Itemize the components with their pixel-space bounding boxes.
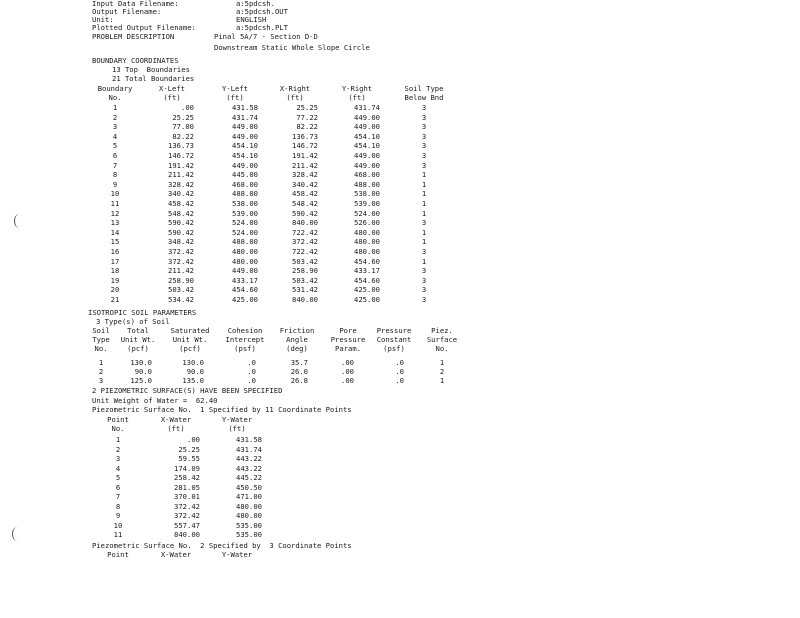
- piezo-cell: 3: [115, 454, 121, 463]
- boundary-cell: 17: [110, 256, 120, 266]
- piezo-col-header: X-Water: [160, 415, 192, 424]
- soil-col-header: (pcf): [127, 344, 149, 353]
- unit-weight-of-water: Unit Weight of Water = 62.40: [92, 396, 218, 405]
- header-value: a:5pdcsh.: [236, 0, 275, 8]
- boundary-cell: 3: [421, 103, 427, 112]
- piezo-cell: 431.74: [236, 444, 262, 454]
- boundary-cell: 454.10: [354, 131, 380, 141]
- soil-cell: 130.0: [130, 358, 152, 367]
- boundary-cell: 19: [110, 275, 120, 285]
- boundary-col-header: (ft): [226, 93, 244, 102]
- boundary-cell: 3: [421, 151, 427, 160]
- piezo-cell: 7: [115, 492, 121, 501]
- soil-cell: .0: [247, 367, 256, 376]
- soil-cell: 26.0: [290, 367, 308, 376]
- piezo-cell: 59.55: [178, 454, 200, 463]
- boundary-top-count: 13 Top Boundaries: [112, 65, 190, 74]
- soil-heading: ISOTROPIC SOIL PARAMETERS: [88, 308, 197, 317]
- piezo-cell: 840.00: [174, 530, 200, 539]
- boundary-heading: BOUNDARY COORDINATES: [92, 56, 179, 65]
- boundary-cell: 2: [112, 112, 118, 122]
- piezo-col-header: (ft): [167, 424, 185, 433]
- piezo-cell: 5: [115, 473, 121, 482]
- piezo-col-header: Y-Water: [221, 415, 253, 424]
- soil-col-header: Saturated: [170, 326, 210, 335]
- boundary-cell: 211.42: [168, 266, 194, 276]
- piezo-cell: 1: [115, 435, 121, 444]
- boundary-cell: 488.00: [232, 237, 258, 247]
- soil-col-header: Angle: [286, 335, 308, 344]
- soil-cell: 90.0: [134, 367, 152, 376]
- soil-cell: 130.0: [182, 358, 204, 367]
- boundary-cell: 480.00: [232, 247, 258, 256]
- piezo-cell: 480.00: [236, 511, 262, 520]
- soil-cell: 2: [439, 367, 445, 376]
- piezometric-surface-1: Piezometric Surface No. 1 Specified by 11 Coordinate Points: [92, 405, 352, 414]
- header-label: Plotted Output Filename:: [92, 23, 196, 32]
- piezo-cell: 258.42: [174, 473, 200, 482]
- boundary-cell: 136.73: [168, 141, 194, 151]
- piezo-cell: 535.00: [236, 530, 262, 539]
- boundary-cell: 526.00: [354, 218, 380, 228]
- boundary-cell: 348.42: [168, 237, 194, 247]
- boundary-cell: 25.25: [172, 112, 194, 122]
- boundary-cell: 503.42: [168, 285, 194, 295]
- boundary-cell: 211.42: [168, 170, 194, 180]
- piezo-col-header: (ft): [228, 424, 246, 433]
- piezo-cell: 281.05: [174, 482, 200, 492]
- boundary-cell: 1: [421, 227, 427, 237]
- boundary-cell: 211.42: [292, 160, 318, 170]
- boundary-cell: 1: [421, 189, 427, 199]
- soil-col-header: (psf): [234, 344, 256, 353]
- boundary-cell: 840.00: [292, 218, 318, 228]
- boundary-cell: 20: [110, 285, 120, 295]
- boundary-cell: 372.42: [168, 256, 194, 266]
- boundary-cell: 3: [421, 275, 427, 285]
- boundary-cell: 5: [112, 141, 118, 151]
- boundary-cell: 449.00: [232, 131, 258, 141]
- problem-description-line2: Downstream Static Whole Slope Circle: [214, 43, 370, 52]
- boundary-cell: .00: [181, 103, 194, 112]
- boundary-cell: 590.42: [168, 218, 194, 228]
- boundary-cell: 1: [421, 208, 427, 218]
- piezo-cell: 450.50: [236, 482, 262, 492]
- header-label: Input Data Filename:: [92, 0, 179, 8]
- boundary-cell: 431.74: [354, 103, 380, 112]
- boundary-cell: 548.42: [292, 199, 318, 208]
- boundary-cell: 722.42: [292, 247, 318, 256]
- piezo-col-header: Y-Water: [221, 550, 253, 559]
- piezo-cell: 25.25: [178, 444, 200, 454]
- header-label: Unit:: [92, 15, 114, 24]
- soil-col-header: Param.: [335, 344, 361, 353]
- soil-col-header: Friction: [279, 326, 315, 335]
- boundary-cell: 449.00: [354, 122, 380, 132]
- boundary-cell: 340.42: [292, 179, 318, 189]
- piezo-cell: 10: [113, 520, 123, 530]
- soil-col-header: Constant: [376, 335, 412, 344]
- boundary-col-header: X-Right: [279, 84, 311, 93]
- boundary-cell: 449.00: [232, 122, 258, 132]
- boundary-cell: 458.42: [168, 199, 194, 208]
- soil-cell: 125.0: [130, 376, 152, 385]
- soil-cell: .0: [247, 376, 256, 385]
- piezo-cell: 443.22: [236, 454, 262, 463]
- soil-cell: .0: [247, 358, 256, 367]
- soil-col-header: Intercept: [225, 335, 265, 344]
- soil-cell: 3: [98, 376, 104, 385]
- boundary-cell: 425.00: [354, 285, 380, 295]
- boundary-cell: 524.00: [232, 218, 258, 228]
- boundary-cell: 3: [421, 285, 427, 295]
- boundary-col-header: Soil Type: [404, 84, 444, 93]
- boundary-cell: 6: [112, 151, 118, 160]
- boundary-cell: 480.00: [354, 247, 380, 256]
- boundary-cell: 449.00: [354, 112, 380, 122]
- piezo-cell: .00: [187, 435, 200, 444]
- soil-cell: 1: [439, 376, 445, 385]
- piezo-cell: 535.00: [236, 520, 262, 530]
- boundary-cell: 548.42: [168, 208, 194, 218]
- piezo-cell: 4: [115, 463, 121, 473]
- soil-cell: .00: [341, 367, 354, 376]
- boundary-cell: 136.73: [292, 131, 318, 141]
- boundary-cell: 3: [421, 112, 427, 122]
- boundary-cell: 3: [421, 295, 427, 304]
- boundary-cell: 25.25: [296, 103, 318, 112]
- soil-col-header: Cohesion: [227, 326, 263, 335]
- boundary-total-count: 21 Total Boundaries: [112, 74, 195, 83]
- piezo-cell: 9: [115, 511, 121, 520]
- boundary-cell: 480.00: [232, 256, 258, 266]
- boundary-cell: 15: [110, 237, 120, 247]
- soil-col-header: (deg): [286, 344, 308, 353]
- soil-col-header: Pore: [339, 326, 357, 335]
- piezometric-specified: 2 PIEZOMETRIC SURFACE(S) HAVE BEEN SPECIFIED: [92, 386, 283, 395]
- boundary-col-header: (ft): [348, 93, 366, 102]
- boundary-cell: 8: [112, 170, 118, 180]
- boundary-cell: 840.00: [292, 295, 318, 304]
- soil-cell: 90.0: [186, 367, 204, 376]
- piezo-col-header: X-Water: [160, 550, 192, 559]
- piezo-cell: 443.22: [236, 463, 262, 473]
- header-value: Pinal 5A/7 - Section D-D: [214, 32, 318, 41]
- scan-mark: [14, 214, 25, 228]
- boundary-cell: 3: [421, 122, 427, 132]
- boundary-cell: 539.00: [232, 208, 258, 218]
- boundary-cell: 503.42: [292, 256, 318, 266]
- boundary-cell: 449.00: [232, 160, 258, 170]
- boundary-cell: 431.74: [232, 112, 258, 122]
- boundary-cell: 425.00: [232, 295, 258, 304]
- boundary-cell: 454.10: [354, 141, 380, 151]
- boundary-cell: 9: [112, 179, 118, 189]
- soil-cell: .00: [341, 376, 354, 385]
- piezo-cell: 445.22: [236, 473, 262, 482]
- boundary-cell: 11: [110, 199, 120, 208]
- soil-col-header: Unit Wt.: [120, 335, 156, 344]
- boundary-cell: 3: [421, 141, 427, 151]
- boundary-col-header: (ft): [163, 93, 181, 102]
- soil-cell: .00: [341, 358, 354, 367]
- boundary-cell: 82.22: [296, 122, 318, 132]
- boundary-cell: 7: [112, 160, 118, 170]
- boundary-col-header: Y-Left: [222, 84, 248, 93]
- header-label: PROBLEM DESCRIPTION: [92, 32, 175, 41]
- boundary-cell: 146.72: [168, 151, 194, 160]
- boundary-col-header: Boundary: [97, 84, 133, 93]
- boundary-cell: 3: [421, 266, 427, 276]
- boundary-cell: 340.42: [168, 189, 194, 199]
- boundary-cell: 449.00: [232, 266, 258, 276]
- boundary-cell: 77.22: [296, 112, 318, 122]
- boundary-cell: 258.90: [168, 275, 194, 285]
- boundary-cell: 3: [421, 247, 427, 256]
- soil-col-header: No.: [435, 344, 449, 353]
- boundary-cell: 454.60: [232, 285, 258, 295]
- boundary-cell: 1: [421, 237, 427, 247]
- boundary-cell: 258.90: [292, 266, 318, 276]
- piezo-cell: 372.42: [174, 501, 200, 511]
- boundary-cell: 4: [112, 131, 118, 141]
- boundary-cell: 445.00: [232, 170, 258, 180]
- piezo-cell: 11: [113, 530, 123, 539]
- boundary-cell: 21: [110, 295, 120, 304]
- soil-col-header: (psf): [383, 344, 405, 353]
- boundary-cell: 524.00: [232, 227, 258, 237]
- boundary-cell: 538.00: [354, 189, 380, 199]
- boundary-cell: 82.22: [172, 131, 194, 141]
- boundary-col-header: Below Bnd: [404, 93, 444, 102]
- boundary-cell: 538.00: [232, 199, 258, 208]
- boundary-cell: 590.42: [292, 208, 318, 218]
- boundary-cell: 449.00: [354, 160, 380, 170]
- boundary-cell: 524.00: [354, 208, 380, 218]
- soil-cell: .0: [395, 358, 404, 367]
- boundary-col-header: (ft): [286, 93, 304, 102]
- boundary-cell: 425.00: [354, 295, 380, 304]
- boundary-cell: 1: [421, 256, 427, 266]
- boundary-cell: 372.42: [292, 237, 318, 247]
- boundary-cell: 454.60: [354, 275, 380, 285]
- piezo-col-header: Point: [107, 415, 129, 424]
- soil-cell: .0: [395, 367, 404, 376]
- boundary-cell: 18: [110, 266, 120, 276]
- piezo-col-header: Point: [107, 550, 129, 559]
- boundary-cell: 10: [110, 189, 120, 199]
- boundary-cell: 431.58: [232, 103, 258, 112]
- boundary-cell: 454.10: [232, 151, 258, 160]
- soil-col-header: Unit Wt.: [172, 335, 208, 344]
- piezo-cell: 370.01: [174, 492, 200, 501]
- boundary-cell: 534.42: [168, 295, 194, 304]
- soil-col-header: Pressure: [376, 326, 412, 335]
- soil-cell: 1: [439, 358, 445, 367]
- boundary-cell: 449.00: [354, 151, 380, 160]
- boundary-cell: 1: [421, 199, 427, 208]
- soil-cell: 35.7: [290, 358, 308, 367]
- boundary-cell: 468.00: [232, 179, 258, 189]
- soil-col-header: Piez.: [431, 326, 453, 335]
- soil-col-header: Soil: [92, 326, 110, 335]
- soil-cell: 26.8: [290, 376, 308, 385]
- boundary-cell: 3: [112, 122, 118, 132]
- soil-count: 3 Type(s) of Soil: [96, 317, 170, 326]
- boundary-cell: 1: [421, 179, 427, 189]
- boundary-cell: 488.00: [354, 179, 380, 189]
- boundary-cell: 13: [110, 218, 120, 228]
- boundary-cell: 14: [110, 227, 120, 237]
- boundary-cell: 454.10: [232, 141, 258, 151]
- piezo-cell: 174.09: [174, 463, 200, 473]
- soil-col-header: No.: [94, 344, 108, 353]
- piezo-cell: 372.42: [174, 511, 200, 520]
- boundary-cell: 503.42: [292, 275, 318, 285]
- boundary-cell: 372.42: [168, 247, 194, 256]
- header-value: a:5pdcsh.PLT: [236, 23, 288, 32]
- boundary-cell: 488.00: [232, 189, 258, 199]
- boundary-cell: 480.00: [354, 237, 380, 247]
- boundary-cell: 191.42: [292, 151, 318, 160]
- boundary-cell: 433.17: [232, 275, 258, 285]
- header-label: Output Filename:: [92, 7, 162, 16]
- boundary-cell: 3: [421, 160, 427, 170]
- soil-cell: .0: [395, 376, 404, 385]
- piezo-cell: 431.58: [236, 435, 262, 444]
- header-value: a:5pdcsh.OUT: [236, 7, 288, 16]
- boundary-cell: 590.42: [168, 227, 194, 237]
- piezo-cell: 6: [115, 482, 121, 492]
- boundary-cell: 191.42: [168, 160, 194, 170]
- boundary-cell: 16: [110, 247, 120, 256]
- soil-col-header: Total: [127, 326, 149, 335]
- boundary-col-header: Y-Right: [341, 84, 373, 93]
- boundary-cell: 539.00: [354, 199, 380, 208]
- boundary-cell: 454.60: [354, 256, 380, 266]
- scan-mark: [12, 527, 23, 541]
- piezometric-surface-2: Piezometric Surface No. 2 Specified by 3 Coordinate Points: [92, 541, 352, 550]
- soil-cell: 2: [98, 367, 104, 376]
- boundary-cell: 3: [421, 218, 427, 228]
- boundary-cell: 328.42: [168, 179, 194, 189]
- soil-col-header: Type: [92, 335, 110, 344]
- boundary-cell: 468.00: [354, 170, 380, 180]
- boundary-cell: 328.42: [292, 170, 318, 180]
- boundary-cell: 1: [421, 170, 427, 180]
- boundary-cell: 1: [112, 103, 118, 112]
- piezo-cell: 2: [115, 444, 121, 454]
- soil-cell: 135.0: [182, 376, 204, 385]
- soil-col-header: Surface: [426, 335, 458, 344]
- boundary-cell: 531.42: [292, 285, 318, 295]
- piezo-cell: 8: [115, 501, 121, 511]
- piezo-cell: 471.00: [236, 492, 262, 501]
- piezo-cell: 557.47: [174, 520, 200, 530]
- boundary-cell: 433.17: [354, 266, 380, 276]
- boundary-cell: 12: [110, 208, 120, 218]
- boundary-cell: 722.42: [292, 227, 318, 237]
- soil-col-header: Pressure: [330, 335, 366, 344]
- header-value: ENGLISH: [236, 15, 267, 24]
- boundary-cell: 458.42: [292, 189, 318, 199]
- piezo-col-header: No.: [111, 424, 125, 433]
- boundary-cell: 77.00: [172, 122, 194, 132]
- boundary-col-header: No.: [108, 93, 122, 102]
- boundary-cell: 3: [421, 131, 427, 141]
- soil-cell: 1: [98, 358, 104, 367]
- boundary-cell: 146.72: [292, 141, 318, 151]
- soil-col-header: (pcf): [179, 344, 201, 353]
- boundary-cell: 480.00: [354, 227, 380, 237]
- piezo-cell: 480.00: [236, 501, 262, 511]
- boundary-col-header: X-Left: [159, 84, 185, 93]
